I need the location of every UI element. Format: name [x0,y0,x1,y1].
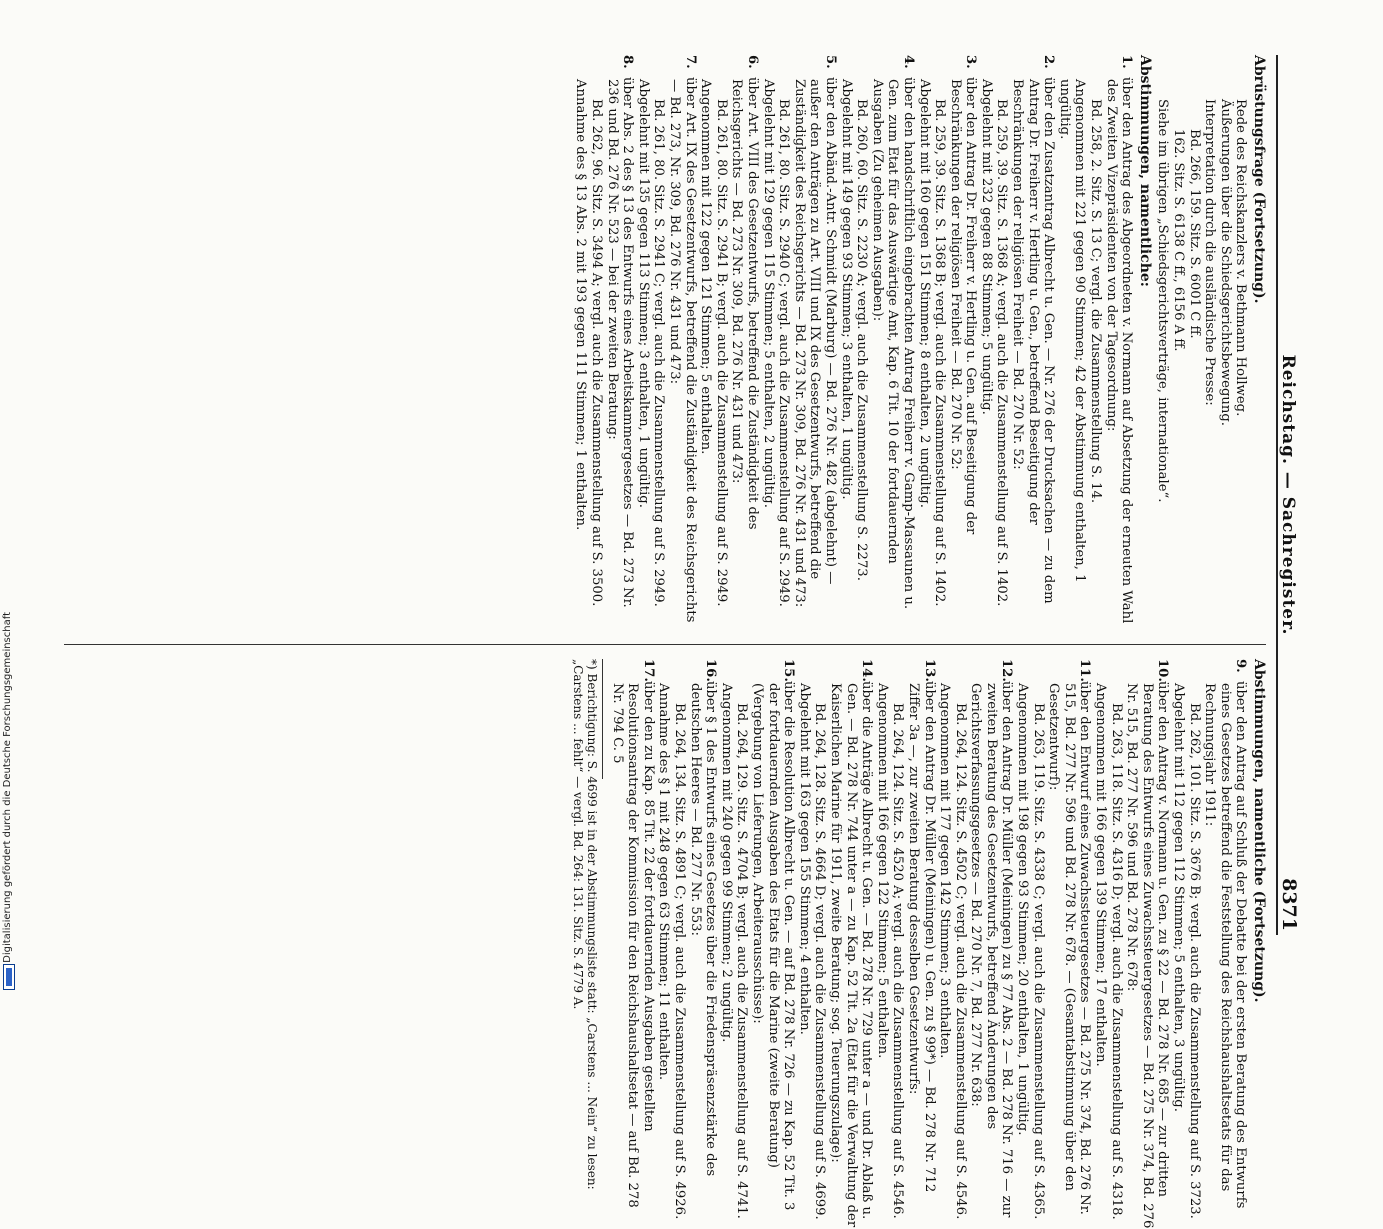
entry-number: 5. [822,55,838,69]
entry-result: Abgelehnt mit 160 gegen 151 Stimmen; 8 enthalten, 2 ungültig. [916,79,932,508]
entry-number: 3. [963,55,979,69]
entry-number: 13. [921,659,937,682]
entry-number: 9. [1233,659,1249,673]
entry-reference: Bd. 261, 80. Sitz. S. 2941 B; vergl. auch die Zusammenstellung auf S. 2949. [713,99,729,607]
entry-item [869,55,916,625]
entry-text: über Art. IX des Gesetzentwurfs, betreffend die Zuständigkeit des Reichsgerichts — Bd. 273, Nr. 309, Bd. 276 Nr. 431 und 473: [667,77,698,623]
entry-result: Abgelehnt mit 163 gegen 155 Stimmen; 4 enthalten. [796,683,812,1035]
entry-result: Abgelehnt mit 232 gegen 88 Stimmen; 5 ungültig. [978,79,994,415]
entry-reference: Bd. 264, 124. Sitz. S. 4502 C; vergl. auch die Zusammenstellung auf S. 4546. [952,703,968,1220]
entry-reference: Bd. 262, 96. Sitz. S. 3494 A; vergl. auch die Zusammenstellung auf S. 3500. [589,99,605,607]
entry-text: über § 1 des Entwurfs eines Gesetzes über die Friedenspräsenzstärke des deutschen Heeres — Bd. 277 Nr. 553: [687,681,719,1177]
entry-result: Angenommen mit 198 gegen 93 Stimmen; 20 enthalten, 1 ungültig. [1015,683,1031,1136]
running-header: Reichstag. — Sachregister. [1278,354,1298,636]
entry-reference: Bd. 264, 124. Sitz. S. 4520 A; vergl. auch die Zusammenstellung auf S. 4546. [890,703,906,1219]
register-page [60,55,1300,1229]
entry-text: über den handschriftlich eingebrachten Antrag Freiherr v. Gamp-Massaunen u. Gen. zum Etat für das Auswärtige Amt, Kap. 6 Tit. 10 der fortdauernden Ausgaben (Zu geheimen Ausgaben): [869,77,916,610]
section-heading: Abstimmungen, namentliche: [1136,55,1153,287]
entry-text: über die Anträge Albrecht u. Gen. — Bd. 278 Nr. 729 unter a — und Dr. Ablaß u. Gen. — Bd. 278 Nr. 744 unter a — zu Kap. 52 Tit. 2a (Etat für die Verwaltung der Kaiserlichen Marine für 1911, zweite Beratung; sog. Teuerungszulage): [827,681,875,1228]
entry-result: Annahme des § 13 Abs. 2 mit 193 gegen 111 Stimmen; 1 enthalten. [573,79,589,531]
entry-text: über den Antrag des Abgeordneten v. Normann auf Absetzung der erneuten Wahl des Zweiten Vizepräsidenten von der Tagesordnung: [1103,77,1135,624]
entry-result: Annahme des § 1 mit 248 gegen 63 Stimmen; 11 enthalten. [656,683,672,1081]
entry-result: Angenommen mit 122 gegen 121 Stimmen; 5 enthalten. [698,79,714,455]
entry-number: 8. [620,55,636,69]
entry-number: 11. [1077,659,1093,682]
entry-reference: Bd. 259, 39. Sitz. S. 1368 A; vergl. auch die Zusammenstellung auf S. 1402. [994,99,1010,607]
entry-item [1046,659,1093,1229]
intro-line: Interpretation durch die ausländische Presse: [1202,99,1218,406]
entry-result: Angenommen mit 166 gegen 139 Stimmen; 17 enthalten. [1093,683,1109,1067]
header-rule [1276,55,1278,935]
entry-item [791,55,838,625]
left-column [573,55,1266,625]
entry-item [666,55,697,625]
intro-ref: 162. Sitz. S. 6138 C ff., 6156 A ff. [1171,129,1187,352]
entry-reference: Bd. 262, 101. Sitz. S. 3676 B; vergl. auch die Zusammenstellung auf S. 3723. [1186,703,1202,1219]
entry-result: Abgelehnt mit 112 gegen 112 Stimmen; 5 enthalten, 3 ungültig. [1171,683,1187,1112]
entry-text: über den Antrag v. Normann u. Gen. zu § 22 — Bd. 278 Nr. 685 — zur dritten Beratung des Entwurfs eines Zuwachssteuergesetzes — Bd. 275 Nr. 374, Bd. 276 Nr. 515, Bd. 277 Nr. 596 und Bd. 278 Nr. 678: [1124,681,1171,1229]
entry-text: über den Abänd.-Antr. Schmidt (Marburg) — Bd. 276 Nr. 482 (abgelehnt) — außer den Anträgen zu Art. VIII und IX des Gesetzentwurfs, betreffend die Zuständigkeit des Reichsgerichts — Bd. 273 Nr. 309, Bd. 276 Nr. 431 und 473: [791,77,838,608]
entry-item [729,55,760,625]
entry-number: 15. [781,659,797,682]
digitization-credit: Digitalisierung gefördert durch die Deutsche Forschungsgemeinschaft [2,612,13,963]
entry-item [947,55,978,625]
footnote: *) Berichtigung: S. 4699 ist in der Abstimmungsliste statt: „Carstens ... Nein“ zu lesen: „Carstens ... fehlt“ — vergl. Bd. 264: 131. Sitz. S. 4779 A. [571,659,600,1190]
entry-number: 2. [1041,55,1057,69]
entry-result: Abgelehnt mit 129 gegen 115 Stimmen; 5 enthalten, 2 ungültig. [760,79,776,508]
entry-text: über den Antrag Dr. Müller (Meiningen) zu § 77 Abs. 2 — Bd. 278 Nr. 716 — zur zweiten Beratung des Gesetzentwurfs, betreffend Änderungen des Gerichtsverfassungsgesetzes — Bd. 270 Nr. 7, Bd. 277 Nr. 638: [968,681,1015,1218]
entry-item [827,659,874,1229]
entry-number: 10. [1155,659,1171,682]
section-heading: Abstimmungen, namentliche (Fortsetzung). [1251,659,1267,1003]
entry-item [687,659,718,1229]
entry-text: über den Entwurf eines Zuwachssteuergesetzes — Bd. 275 Nr. 374, Bd. 276 Nr. 515, Bd. 277 Nr. 596 und Bd. 278 Nr. 678. — (Gesamtabstimmung über den Gesetzentwurf): [1046,681,1093,1215]
intro-see-also: Siehe im übrigen „Schiedsgerichtsverträge, internationale“. [1155,99,1171,503]
entry-text: über den Zusatzantrag Albrecht u. Gen. — Nr. 276 der Drucksachen — zu dem Antrag Dr. Freiherr v. Hertling u. Gen., betreffend Beseitigung der Beschränkungen der religiösen Freiheit — Bd. 270 Nr. 52: [1010,77,1057,604]
page-number: 8371 [1278,878,1300,931]
entry-item [1010,55,1057,625]
entry-reference: Bd. 259, 39. Sitz. S. 1368 B; vergl. auch die Zusammenstellung auf S. 1402. [932,99,948,607]
entry-item [1202,659,1249,1229]
intro-line: Rede des Reichskanzlers v. Bethmann Hollweg. [1233,99,1249,417]
entry-reference: Bd. 264, 129. Sitz. S. 4704 B; vergl. auch die Zusammenstellung auf S. 4741. [734,703,750,1219]
footnote-rule [602,659,603,779]
entry-item [604,55,635,625]
entry-number: 7. [682,55,698,69]
entry-number: 14. [859,659,875,682]
entry-reference: Bd. 261, 80. Sitz. S. 2941 C; vergl. auch die Zusammenstellung auf S. 2949. [651,99,667,607]
entry-result: Abgelehnt mit 135 gegen 113 Stimmen; 3 enthalten, 1 ungültig. [635,79,651,508]
entry-list [573,55,1134,625]
intro-line: Äußerungen über die Schiedsgerichtsbewegung. [1217,99,1233,427]
entry-text: über den Antrag Dr. Müller (Meiningen) u. Gen. zu § 99*) — Bd. 278 Nr. 712 Ziffer 3a —, zur zweiten Beratung desselben Gesetzentwurfs: [905,681,937,1193]
entry-number: 12. [999,659,1015,682]
entry-result: Abgelehnt mit 149 gegen 93 Stimmen; 3 enthalten, 1 ungültig. [838,79,854,500]
entry-reference: Bd. 260, 60. Sitz. S. 2230 A; vergl. auch die Zusammenstellung S. 2273. [854,99,870,581]
entry-number: 17. [640,659,656,682]
entry-text: über die Resolution Albrecht u. Gen. — auf Bd. 278 Nr. 726 — zu Kap. 52 Tit. 3 der fortdauernden Ausgaben des Etats für die Marine (zweite Beratung) (Vergebung von Lieferungen, Arbeiterausschüsse): [750,681,797,1211]
entry-text: über Abs. 2 des § 13 des Entwurfs eines Arbeitskammergesetzes — Bd. 273 Nr. 236 und Bd. 276 Nr. 523 — bei der zweiten Beratung: [604,77,636,608]
entry-reference: Bd. 263, 118. Sitz. S. 4316 D; vergl. auch die Zusammenstellung auf S. 4318. [1108,703,1124,1220]
entry-item [1124,659,1171,1229]
entry-result: Angenommen mit 177 gegen 142 Stimmen; 3 enthalten. [937,683,953,1059]
column-rule [64,644,1266,645]
dfg-logo-icon [3,964,15,990]
entry-reference: Bd. 261, 80. Sitz. S. 2940 C; vergl. auch die Zusammenstellung auf S. 2949. [776,99,792,607]
entry-reference: Bd. 258, 2. Sitz. S. 13 C; vergl. die Zusammenstellung S. 14. [1088,99,1104,504]
right-column [571,659,1266,1229]
entry-text: über den Antrag auf Schluß der Debatte bei der ersten Beratung des Entwurfs eines Gesetzes betreffend die Feststellung des Reichshaushaltsetats für das Rechnungsjahr 1911: [1202,681,1249,1209]
entry-number: 1. [1119,55,1135,69]
entry-result: Angenommen mit 221 gegen 90 Stimmen; 42 der Abstimmung enthalten, 1 ungültig. [1056,79,1088,583]
entry-list [609,659,1248,1229]
entry-text: über den Antrag Dr. Freiherr v. Hertling u. Gen. auf Beseitigung der Beschränkungen der religiösen Freiheit — Bd. 270 Nr. 52: [947,77,979,535]
entry-text: über den zu Kap. 85 Tit. 22 der fortdauernden Ausgaben gestellten Resolutionsantrag der Kommission für den Reichshaushaltsetat — auf Bd. 278 Nr. 794 C. 5 [609,681,656,1208]
entry-text: über Art. VIII des Gesetzentwurfs, betreffend die Zuständigkeit des Reichsgerichts — Bd. 273 Nr. 309, Bd. 276 Nr. 431 und 473: [729,77,760,530]
entry-reference: Bd. 263, 119. Sitz. S. 4338 C; vergl. auch die Zusammenstellung auf S. 4365. [1030,703,1046,1220]
entry-item [968,659,1015,1229]
entry-result: Angenommen mit 166 gegen 122 Stimmen; 5 enthalten. [874,683,890,1059]
entry-result: Angenommen mit 240 gegen 99 Stimmen; 2 ungültig. [718,683,734,1043]
entry-item [905,659,936,1229]
intro-heading: Abrüstungsfrage (Fortsetzung). [1251,55,1267,304]
entry-number: 4. [900,55,916,69]
entry-item [609,659,656,1229]
entry-number: 6. [745,55,760,69]
entry-reference: Bd. 264, 128. Sitz. S. 4664 D; vergl. auch die Zusammenstellung auf S. 4699. [812,703,828,1220]
entry-reference: Bd. 264, 134. Sitz. S. 4891 C; vergl. auch die Zusammenstellung auf S. 4926. [672,703,688,1220]
entry-number: 16. [703,659,719,682]
entry-item [749,659,796,1229]
entry-item [1103,55,1134,625]
intro-ref: Bd. 266, 159. Sitz. S. 6001 C ff. [1186,129,1202,339]
